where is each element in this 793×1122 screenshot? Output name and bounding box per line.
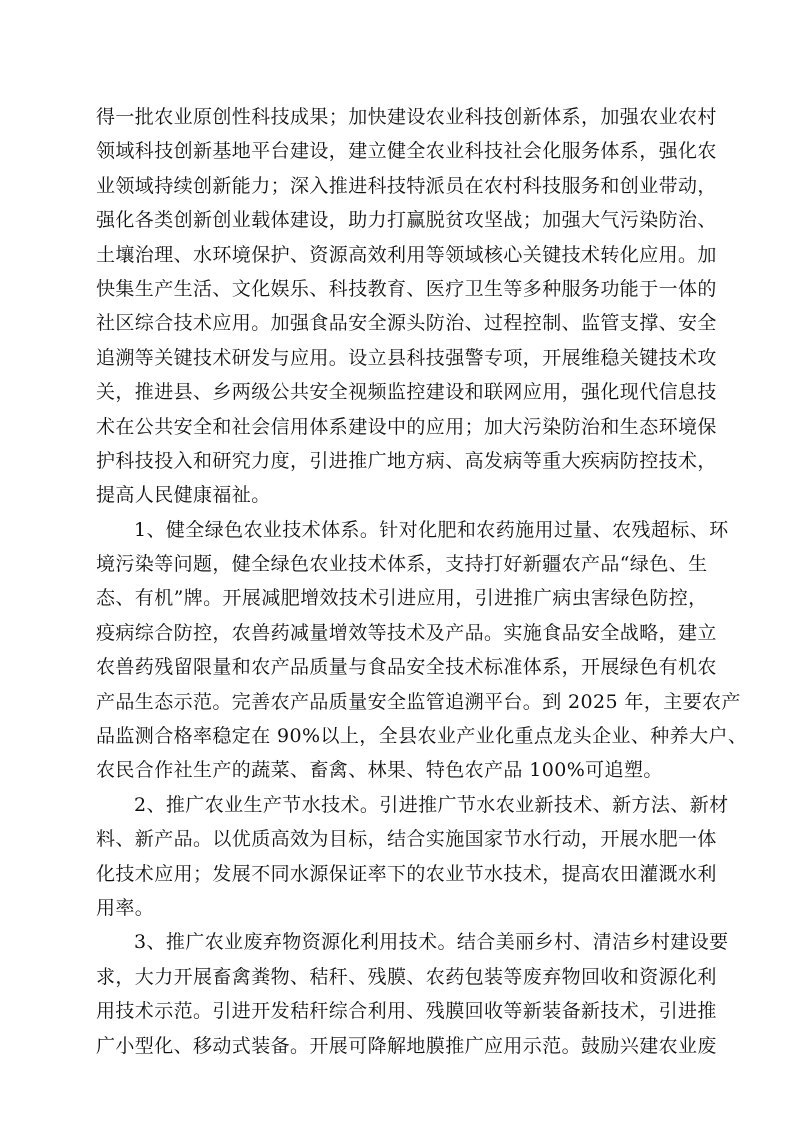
text-line: 求，大力开展畜禽粪物、秸秆、残膜、农药包装等废弃物回收和资源化利 xyxy=(96,965,717,988)
text-line: 广小型化、移动式装备。开展可降解地膜推广应用示范。鼓励兴建农业废 xyxy=(96,1034,717,1057)
text-line: 社区综合技术应用。加强食品安全源头防治、过程控制、监管支撑、安全 xyxy=(96,312,717,335)
text-line: 品监测合格率稳定在 90%以上，全县农业产业化重点龙头企业、种养大户、 xyxy=(96,725,748,748)
text-line: 业领域持续创新能力；深入推进科技特派员在农村科技服务和创业带动， xyxy=(96,174,717,197)
text-line: 用率。 xyxy=(96,896,155,919)
text-line: 境污染等问题，健全绿色农业技术体系，支持打好新疆农产品“绿色、生 xyxy=(96,553,708,576)
text-line: 态、有机”牌。开展减肥增效技术引进应用，引进推广病虫害绿色防控， xyxy=(96,587,708,610)
text-line: 快集生产生活、文化娱乐、科技教育、医疗卫生等多种服务功能于一体的 xyxy=(96,277,717,300)
text-line: 1、健全绿色农业技术体系。针对化肥和农药施用过量、农残超标、环 xyxy=(134,518,729,541)
text-line: 3、推广农业废弃物资源化利用技术。结合美丽乡村、清洁乡村建设要 xyxy=(134,931,729,954)
text-line: 2、推广农业生产节水技术。引进推广节水农业新技术、新方法、新材 xyxy=(134,793,729,816)
text-line: 提高人民健康福祉。 xyxy=(96,484,271,507)
text-line: 用技术示范。引进开发秸秆综合利用、残膜回收等新装备新技术，引进推 xyxy=(96,1000,717,1023)
text-line: 化技术应用；发展不同水源保证率下的农业节水技术，提高农田灌溉水利 xyxy=(96,862,717,885)
text-line: 关，推进县、乡两级公共安全视频监控建设和联网应用，强化现代信息技 xyxy=(96,381,717,404)
text-line: 料、新产品。以优质高效为目标，结合实施国家节水行动，开展水肥一体 xyxy=(96,828,717,851)
text-line: 领域科技创新基地平台建设，建立健全农业科技社会化服务体系，强化农 xyxy=(96,140,717,163)
document-body xyxy=(96,100,748,1063)
text-line: 疫病综合防控，农兽药减量增效等技术及产品。实施食品安全战略，建立 xyxy=(96,621,717,644)
text-line: 农民合作社生产的蔬菜、畜禽、林果、特色农产品 100%可追塑。 xyxy=(96,759,663,782)
text-line: 产品生态示范。完善农产品质量安全监管追溯平台。到 2025 年，主要农产 xyxy=(96,690,741,713)
text-line: 术在公共安全和社会信用体系建设中的应用；加大污染防治和生态环境保 xyxy=(96,415,717,438)
text-line: 强化各类创新创业载体建设，助力打赢脱贫攻坚战；加强大气污染防治、 xyxy=(96,209,717,232)
text-line: 追溯等关键技术研发与应用。设立县科技强警专项，开展维稳关键技术攻 xyxy=(96,346,717,369)
text-line: 护科技投入和研究力度，引进推广地方病、高发病等重大疾病防控技术， xyxy=(96,449,717,472)
text-line: 土壤治理、水环境保护、资源高效利用等领域核心关键技术转化应用。加 xyxy=(96,243,717,266)
text-line: 得一批农业原创性科技成果；加快建设农业科技创新体系，加强农业农村 xyxy=(96,106,717,128)
text-line: 农兽药残留限量和农产品质量与食品安全技术标准体系，开展绿色有机农 xyxy=(96,656,717,679)
